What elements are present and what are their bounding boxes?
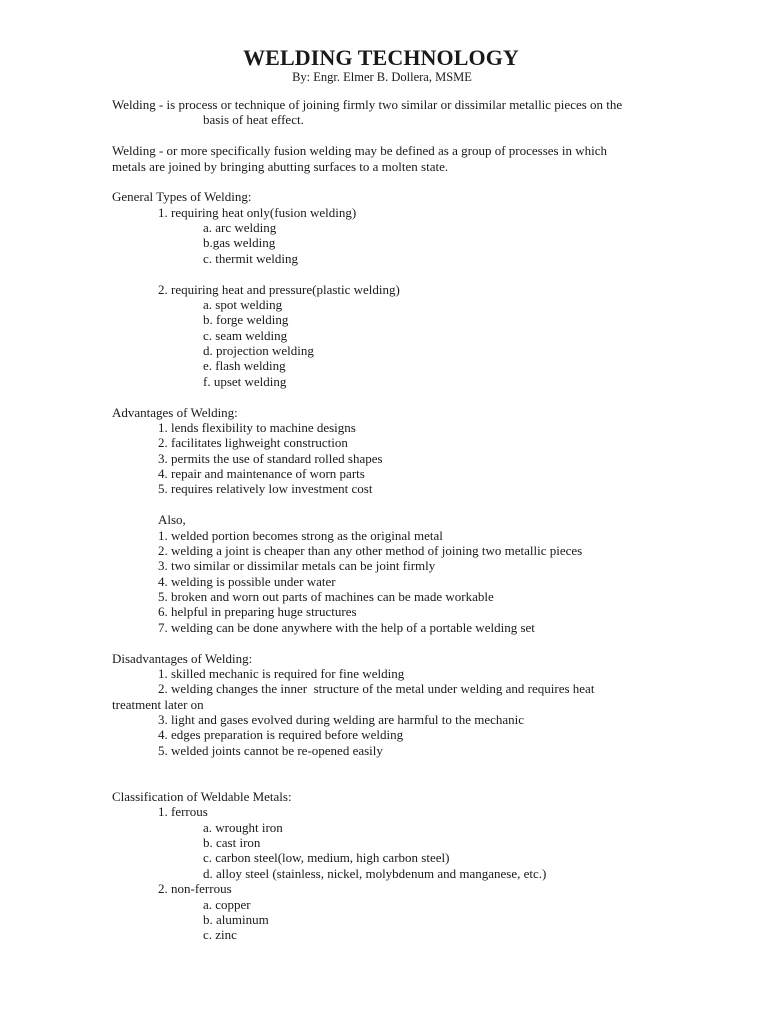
list-item: c. thermit welding xyxy=(203,250,298,266)
list-item: 3. light and gases evolved during welding are harmful to the mechanic xyxy=(158,712,525,727)
list-item: b. forge welding xyxy=(203,312,289,328)
list-item: a. arc welding xyxy=(203,220,277,235)
classification-heading: Classification of Weldable Metals: xyxy=(112,788,292,804)
list-item: 1. skilled mechanic is required for fine welding xyxy=(158,665,405,681)
list-item: f. upset welding xyxy=(203,373,287,389)
list-item: 1. welded portion becomes strong as the original metal xyxy=(158,527,443,543)
list-item: c. carbon steel(low, medium, high carbon steel) xyxy=(203,850,450,866)
list-item: 2. welding changes the inner structure of the metal under welding and requires heat xyxy=(158,681,595,697)
list-item: 2. facilitates lighweight construction xyxy=(158,435,348,451)
disadvantages-heading: Disadvantages of Welding: xyxy=(112,650,253,666)
advantages-also-label: Also, xyxy=(158,512,186,528)
list-item: 4. welding is possible under water xyxy=(158,573,336,589)
list-item: 7. welding can be done anywhere with the help of a portable welding set xyxy=(158,619,535,635)
list-item: c. seam welding xyxy=(203,327,288,343)
document-author: By: Engr. Elmer B. Dollera, MSME xyxy=(292,70,472,84)
list-item: 5. welded joints cannot be re-opened easily xyxy=(158,742,383,758)
list-item: 4. edges preparation is required before welding xyxy=(158,727,404,743)
general-types-heading: General Types of Welding: xyxy=(112,189,252,205)
general-types-group-1-label: 1. requiring heat only(fusion welding) xyxy=(158,204,357,220)
list-item: 2. welding a joint is cheaper than any other method of joining two metallic pieces xyxy=(158,542,583,558)
list-item: b. aluminum xyxy=(203,911,269,927)
list-item: 3. two similar or dissimilar metals can be joint firmly xyxy=(158,558,436,574)
list-item: e. flash welding xyxy=(203,358,286,374)
definition-1-line-2: basis of heat effect. xyxy=(203,112,304,128)
classification-group-1-label: 1. ferrous xyxy=(158,804,208,820)
document-title: WELDING TECHNOLOGY xyxy=(243,45,519,70)
list-item: 4. repair and maintenance of worn parts xyxy=(158,466,365,481)
document-body xyxy=(0,97,768,943)
list-item: a. wrought iron xyxy=(203,819,283,835)
list-item: a. spot welding xyxy=(203,296,283,312)
list-item: b.gas welding xyxy=(203,235,276,251)
list-item: 5. broken and worn out parts of machines can be made workable xyxy=(158,589,494,604)
definition-1-line-1: Welding - is process or technique of joining firmly two similar or dissimilar metallic pieces on the xyxy=(112,97,623,112)
general-types-group-2-label: 2. requiring heat and pressure(plastic welding) xyxy=(158,281,400,297)
list-item: 5. requires relatively low investment cost xyxy=(158,481,373,497)
definition-2-line-1: Welding - or more specifically fusion welding may be defined as a group of processes in which xyxy=(112,143,607,159)
advantages-heading: Advantages of Welding: xyxy=(112,404,238,420)
classification-group-2-label: 2. non-ferrous xyxy=(158,881,232,897)
list-item: 1. lends flexibility to machine designs xyxy=(158,419,356,435)
list-item: d. projection welding xyxy=(203,343,314,358)
list-item: 6. helpful in preparing huge structures xyxy=(158,604,357,620)
list-item: c. zinc xyxy=(203,927,237,943)
list-item-continuation: treatment later on xyxy=(112,696,204,712)
list-item: a. copper xyxy=(203,896,251,912)
list-item: d. alloy steel (stainless, nickel, molybdenum and manganese, etc.) xyxy=(203,865,547,881)
definition-2-line-2: metals are joined by bringing abutting surfaces to a molten state. xyxy=(112,158,449,174)
list-item: b. cast iron xyxy=(203,835,261,850)
list-item: 3. permits the use of standard rolled shapes xyxy=(158,450,383,466)
